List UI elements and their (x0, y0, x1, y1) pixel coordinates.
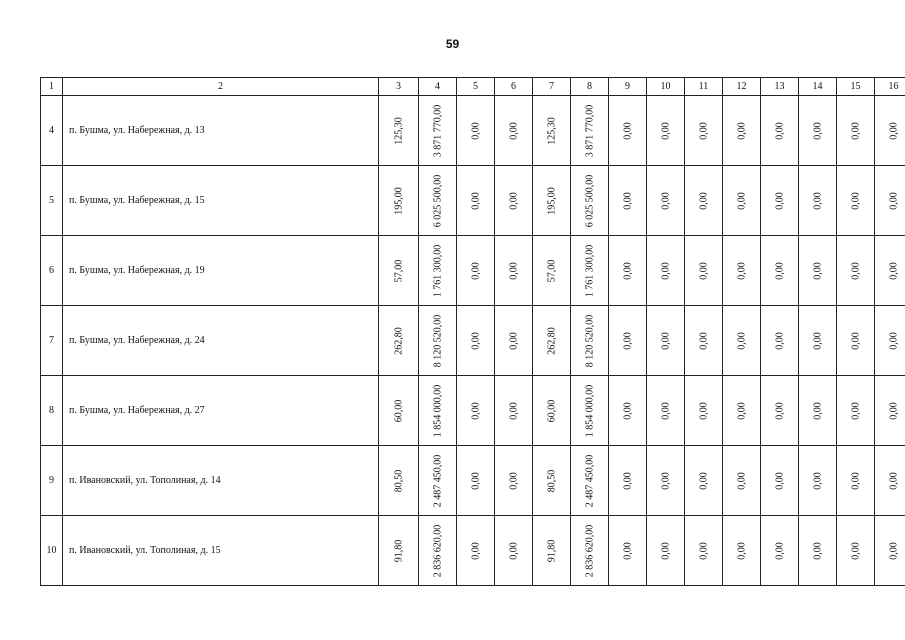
value-cell (685, 446, 723, 516)
row-number: 7 (41, 306, 63, 376)
cell-value: 2 836 620,00 (584, 524, 595, 577)
header-cell: 14 (799, 78, 837, 96)
value-cell (609, 446, 647, 516)
value-cell (609, 376, 647, 446)
value-cell (799, 306, 837, 376)
cell-value: 0,00 (850, 401, 861, 420)
value-cell (647, 166, 685, 236)
data-table (40, 77, 905, 586)
value-cell (799, 376, 837, 446)
cell-value: 0,00 (622, 121, 633, 140)
cell-value: 0,00 (622, 191, 633, 210)
value-cell (761, 236, 799, 306)
cell-value: 0,00 (888, 191, 899, 210)
value-cell (419, 516, 457, 586)
value-cell (837, 306, 875, 376)
value-cell (457, 236, 495, 306)
value-cell (761, 166, 799, 236)
value-cell (837, 376, 875, 446)
value-cell (457, 166, 495, 236)
row-address: п. Бушма, ул. Набережная, д. 15 (63, 166, 379, 236)
cell-value: 0,00 (812, 121, 823, 140)
value-cell (647, 96, 685, 166)
cell-value: 3 871 770,00 (584, 104, 595, 157)
value-cell (761, 96, 799, 166)
value-cell (799, 446, 837, 516)
value-cell (837, 446, 875, 516)
value-cell (533, 306, 571, 376)
cell-value: 0,00 (774, 191, 785, 210)
value-cell (685, 376, 723, 446)
cell-value: 0,00 (698, 261, 709, 280)
value-cell (609, 96, 647, 166)
value-cell (571, 376, 609, 446)
cell-value: 1 761 300,00 (584, 244, 595, 297)
cell-value: 0,00 (736, 191, 747, 210)
cell-value: 0,00 (698, 401, 709, 420)
value-cell (875, 96, 905, 166)
value-cell (495, 446, 533, 516)
value-cell (533, 446, 571, 516)
value-cell (571, 166, 609, 236)
row-number: 6 (41, 236, 63, 306)
table-row (41, 516, 905, 586)
value-cell (837, 166, 875, 236)
cell-value: 0,00 (736, 331, 747, 350)
cell-value: 0,00 (660, 331, 671, 350)
value-cell (495, 516, 533, 586)
cell-value: 1 761 300,00 (432, 244, 443, 297)
cell-value: 0,00 (660, 121, 671, 140)
value-cell (723, 376, 761, 446)
value-cell (875, 446, 905, 516)
value-cell (457, 446, 495, 516)
cell-value: 1 854 000,00 (432, 384, 443, 437)
header-cell: 5 (457, 78, 495, 96)
page-number: 59 (445, 37, 460, 51)
value-cell (571, 236, 609, 306)
value-cell (571, 516, 609, 586)
cell-value: 0,00 (508, 191, 519, 210)
cell-value: 0,00 (812, 471, 823, 490)
cell-value: 0,00 (888, 331, 899, 350)
cell-value: 0,00 (888, 261, 899, 280)
value-cell (875, 306, 905, 376)
value-cell (495, 376, 533, 446)
value-cell (723, 166, 761, 236)
cell-value: 0,00 (660, 261, 671, 280)
value-cell (379, 446, 419, 516)
cell-value: 57,00 (393, 259, 404, 282)
cell-value: 80,50 (393, 469, 404, 492)
cell-value: 8 120 520,00 (432, 314, 443, 367)
value-cell (495, 236, 533, 306)
cell-value: 0,00 (660, 401, 671, 420)
value-cell (571, 96, 609, 166)
value-cell (761, 306, 799, 376)
header-row (41, 78, 905, 96)
value-cell (533, 516, 571, 586)
cell-value: 0,00 (470, 191, 481, 210)
value-cell (685, 96, 723, 166)
cell-value: 2 487 450,00 (432, 454, 443, 507)
value-cell (419, 306, 457, 376)
value-cell (761, 446, 799, 516)
cell-value: 0,00 (850, 471, 861, 490)
header-cell: 8 (571, 78, 609, 96)
value-cell (419, 236, 457, 306)
value-cell (723, 516, 761, 586)
cell-value: 0,00 (660, 191, 671, 210)
value-cell (875, 376, 905, 446)
value-cell (533, 376, 571, 446)
value-cell (837, 516, 875, 586)
value-cell (875, 166, 905, 236)
cell-value: 125,30 (393, 116, 404, 145)
header-cell: 2 (63, 78, 379, 96)
value-cell (457, 376, 495, 446)
value-cell (379, 96, 419, 166)
row-number: 5 (41, 166, 63, 236)
header-cell: 7 (533, 78, 571, 96)
cell-value: 2 836 620,00 (432, 524, 443, 577)
row-number: 9 (41, 446, 63, 516)
header-cell: 6 (495, 78, 533, 96)
cell-value: 0,00 (698, 191, 709, 210)
value-cell (533, 236, 571, 306)
value-cell (875, 516, 905, 586)
cell-value: 0,00 (622, 261, 633, 280)
cell-value: 0,00 (470, 401, 481, 420)
header-cell: 13 (761, 78, 799, 96)
row-address: п. Бушма, ул. Набережная, д. 24 (63, 306, 379, 376)
table-row (41, 166, 905, 236)
value-cell (457, 96, 495, 166)
value-cell (685, 166, 723, 236)
cell-value: 0,00 (470, 331, 481, 350)
cell-value: 0,00 (622, 401, 633, 420)
cell-value: 0,00 (888, 471, 899, 490)
cell-value: 0,00 (812, 541, 823, 560)
cell-value: 0,00 (660, 541, 671, 560)
cell-value: 0,00 (698, 331, 709, 350)
value-cell (533, 166, 571, 236)
row-number: 4 (41, 96, 63, 166)
cell-value: 6 025 500,00 (584, 174, 595, 227)
value-cell (609, 306, 647, 376)
value-cell (723, 306, 761, 376)
cell-value: 125,30 (546, 116, 557, 145)
cell-value: 0,00 (736, 541, 747, 560)
value-cell (837, 236, 875, 306)
value-cell (419, 166, 457, 236)
value-cell (457, 306, 495, 376)
value-cell (837, 96, 875, 166)
cell-value: 0,00 (774, 541, 785, 560)
cell-value: 57,00 (546, 259, 557, 282)
header-cell: 15 (837, 78, 875, 96)
cell-value: 195,00 (546, 186, 557, 215)
value-cell (379, 306, 419, 376)
cell-value: 0,00 (850, 331, 861, 350)
table-row (41, 236, 905, 306)
cell-value: 0,00 (774, 121, 785, 140)
value-cell (419, 96, 457, 166)
value-cell (379, 516, 419, 586)
value-cell (457, 516, 495, 586)
cell-value: 60,00 (393, 399, 404, 422)
cell-value: 0,00 (850, 261, 861, 280)
cell-value: 0,00 (660, 471, 671, 490)
value-cell (419, 446, 457, 516)
cell-value: 8 120 520,00 (584, 314, 595, 367)
cell-value: 0,00 (736, 401, 747, 420)
header-cell: 9 (609, 78, 647, 96)
value-cell (495, 96, 533, 166)
value-cell (875, 236, 905, 306)
value-cell (723, 96, 761, 166)
row-address: п. Бушма, ул. Набережная, д. 19 (63, 236, 379, 306)
header-cell: 4 (419, 78, 457, 96)
value-cell (799, 96, 837, 166)
cell-value: 0,00 (508, 121, 519, 140)
cell-value: 0,00 (736, 471, 747, 490)
cell-value: 0,00 (774, 261, 785, 280)
header-cell: 11 (685, 78, 723, 96)
value-cell (571, 306, 609, 376)
cell-value: 0,00 (508, 261, 519, 280)
cell-value: 0,00 (812, 331, 823, 350)
cell-value: 0,00 (812, 261, 823, 280)
value-cell (379, 236, 419, 306)
cell-value: 0,00 (508, 471, 519, 490)
value-cell (761, 376, 799, 446)
cell-value: 0,00 (850, 121, 861, 140)
value-cell (609, 236, 647, 306)
cell-value: 0,00 (470, 121, 481, 140)
value-cell (533, 96, 571, 166)
cell-value: 0,00 (812, 191, 823, 210)
value-cell (609, 166, 647, 236)
cell-value: 91,80 (546, 539, 557, 562)
cell-value: 0,00 (774, 471, 785, 490)
value-cell (685, 236, 723, 306)
value-cell (495, 166, 533, 236)
cell-value: 0,00 (622, 471, 633, 490)
value-cell (495, 306, 533, 376)
cell-value: 0,00 (470, 541, 481, 560)
header-cell: 3 (379, 78, 419, 96)
row-address: п. Бушма, ул. Набережная, д. 13 (63, 96, 379, 166)
cell-value: 0,00 (508, 331, 519, 350)
value-cell (571, 446, 609, 516)
header-cell: 1 (41, 78, 63, 96)
row-number: 8 (41, 376, 63, 446)
header-cell: 16 (875, 78, 905, 96)
cell-value: 0,00 (774, 331, 785, 350)
cell-value: 0,00 (888, 541, 899, 560)
cell-value: 0,00 (698, 471, 709, 490)
cell-value: 0,00 (470, 261, 481, 280)
value-cell (379, 166, 419, 236)
cell-value: 0,00 (888, 121, 899, 140)
row-address: п. Ивановский, ул. Тополиная, д. 14 (63, 446, 379, 516)
row-number: 10 (41, 516, 63, 586)
cell-value: 6 025 500,00 (432, 174, 443, 227)
cell-value: 0,00 (736, 121, 747, 140)
value-cell (419, 376, 457, 446)
value-cell (799, 236, 837, 306)
value-cell (647, 376, 685, 446)
cell-value: 0,00 (698, 541, 709, 560)
cell-value: 195,00 (393, 186, 404, 215)
cell-value: 262,80 (393, 326, 404, 355)
value-cell (685, 516, 723, 586)
cell-value: 60,00 (546, 399, 557, 422)
cell-value: 0,00 (850, 191, 861, 210)
value-cell (609, 516, 647, 586)
cell-value: 0,00 (812, 401, 823, 420)
cell-value: 0,00 (774, 401, 785, 420)
header-cell: 10 (647, 78, 685, 96)
cell-value: 0,00 (508, 541, 519, 560)
cell-value: 0,00 (888, 401, 899, 420)
row-address: п. Бушма, ул. Набережная, д. 27 (63, 376, 379, 446)
value-cell (647, 236, 685, 306)
value-cell (761, 516, 799, 586)
cell-value: 0,00 (622, 541, 633, 560)
cell-value: 0,00 (622, 331, 633, 350)
table-row (41, 446, 905, 516)
value-cell (379, 376, 419, 446)
value-cell (723, 236, 761, 306)
cell-value: 80,50 (546, 469, 557, 492)
table-row (41, 376, 905, 446)
header-cell: 12 (723, 78, 761, 96)
cell-value: 0,00 (470, 471, 481, 490)
cell-value: 0,00 (736, 261, 747, 280)
cell-value: 1 854 000,00 (584, 384, 595, 437)
cell-value: 3 871 770,00 (432, 104, 443, 157)
value-cell (647, 446, 685, 516)
value-cell (685, 306, 723, 376)
value-cell (799, 166, 837, 236)
value-cell (647, 516, 685, 586)
cell-value: 2 487 450,00 (584, 454, 595, 507)
cell-value: 262,80 (546, 326, 557, 355)
cell-value: 0,00 (508, 401, 519, 420)
cell-value: 0,00 (850, 541, 861, 560)
row-address: п. Ивановский, ул. Тополиная, д. 15 (63, 516, 379, 586)
table-row (41, 306, 905, 376)
table-row (41, 96, 905, 166)
value-cell (723, 446, 761, 516)
cell-value: 91,80 (393, 539, 404, 562)
cell-value: 0,00 (698, 121, 709, 140)
value-cell (647, 306, 685, 376)
value-cell (799, 516, 837, 586)
